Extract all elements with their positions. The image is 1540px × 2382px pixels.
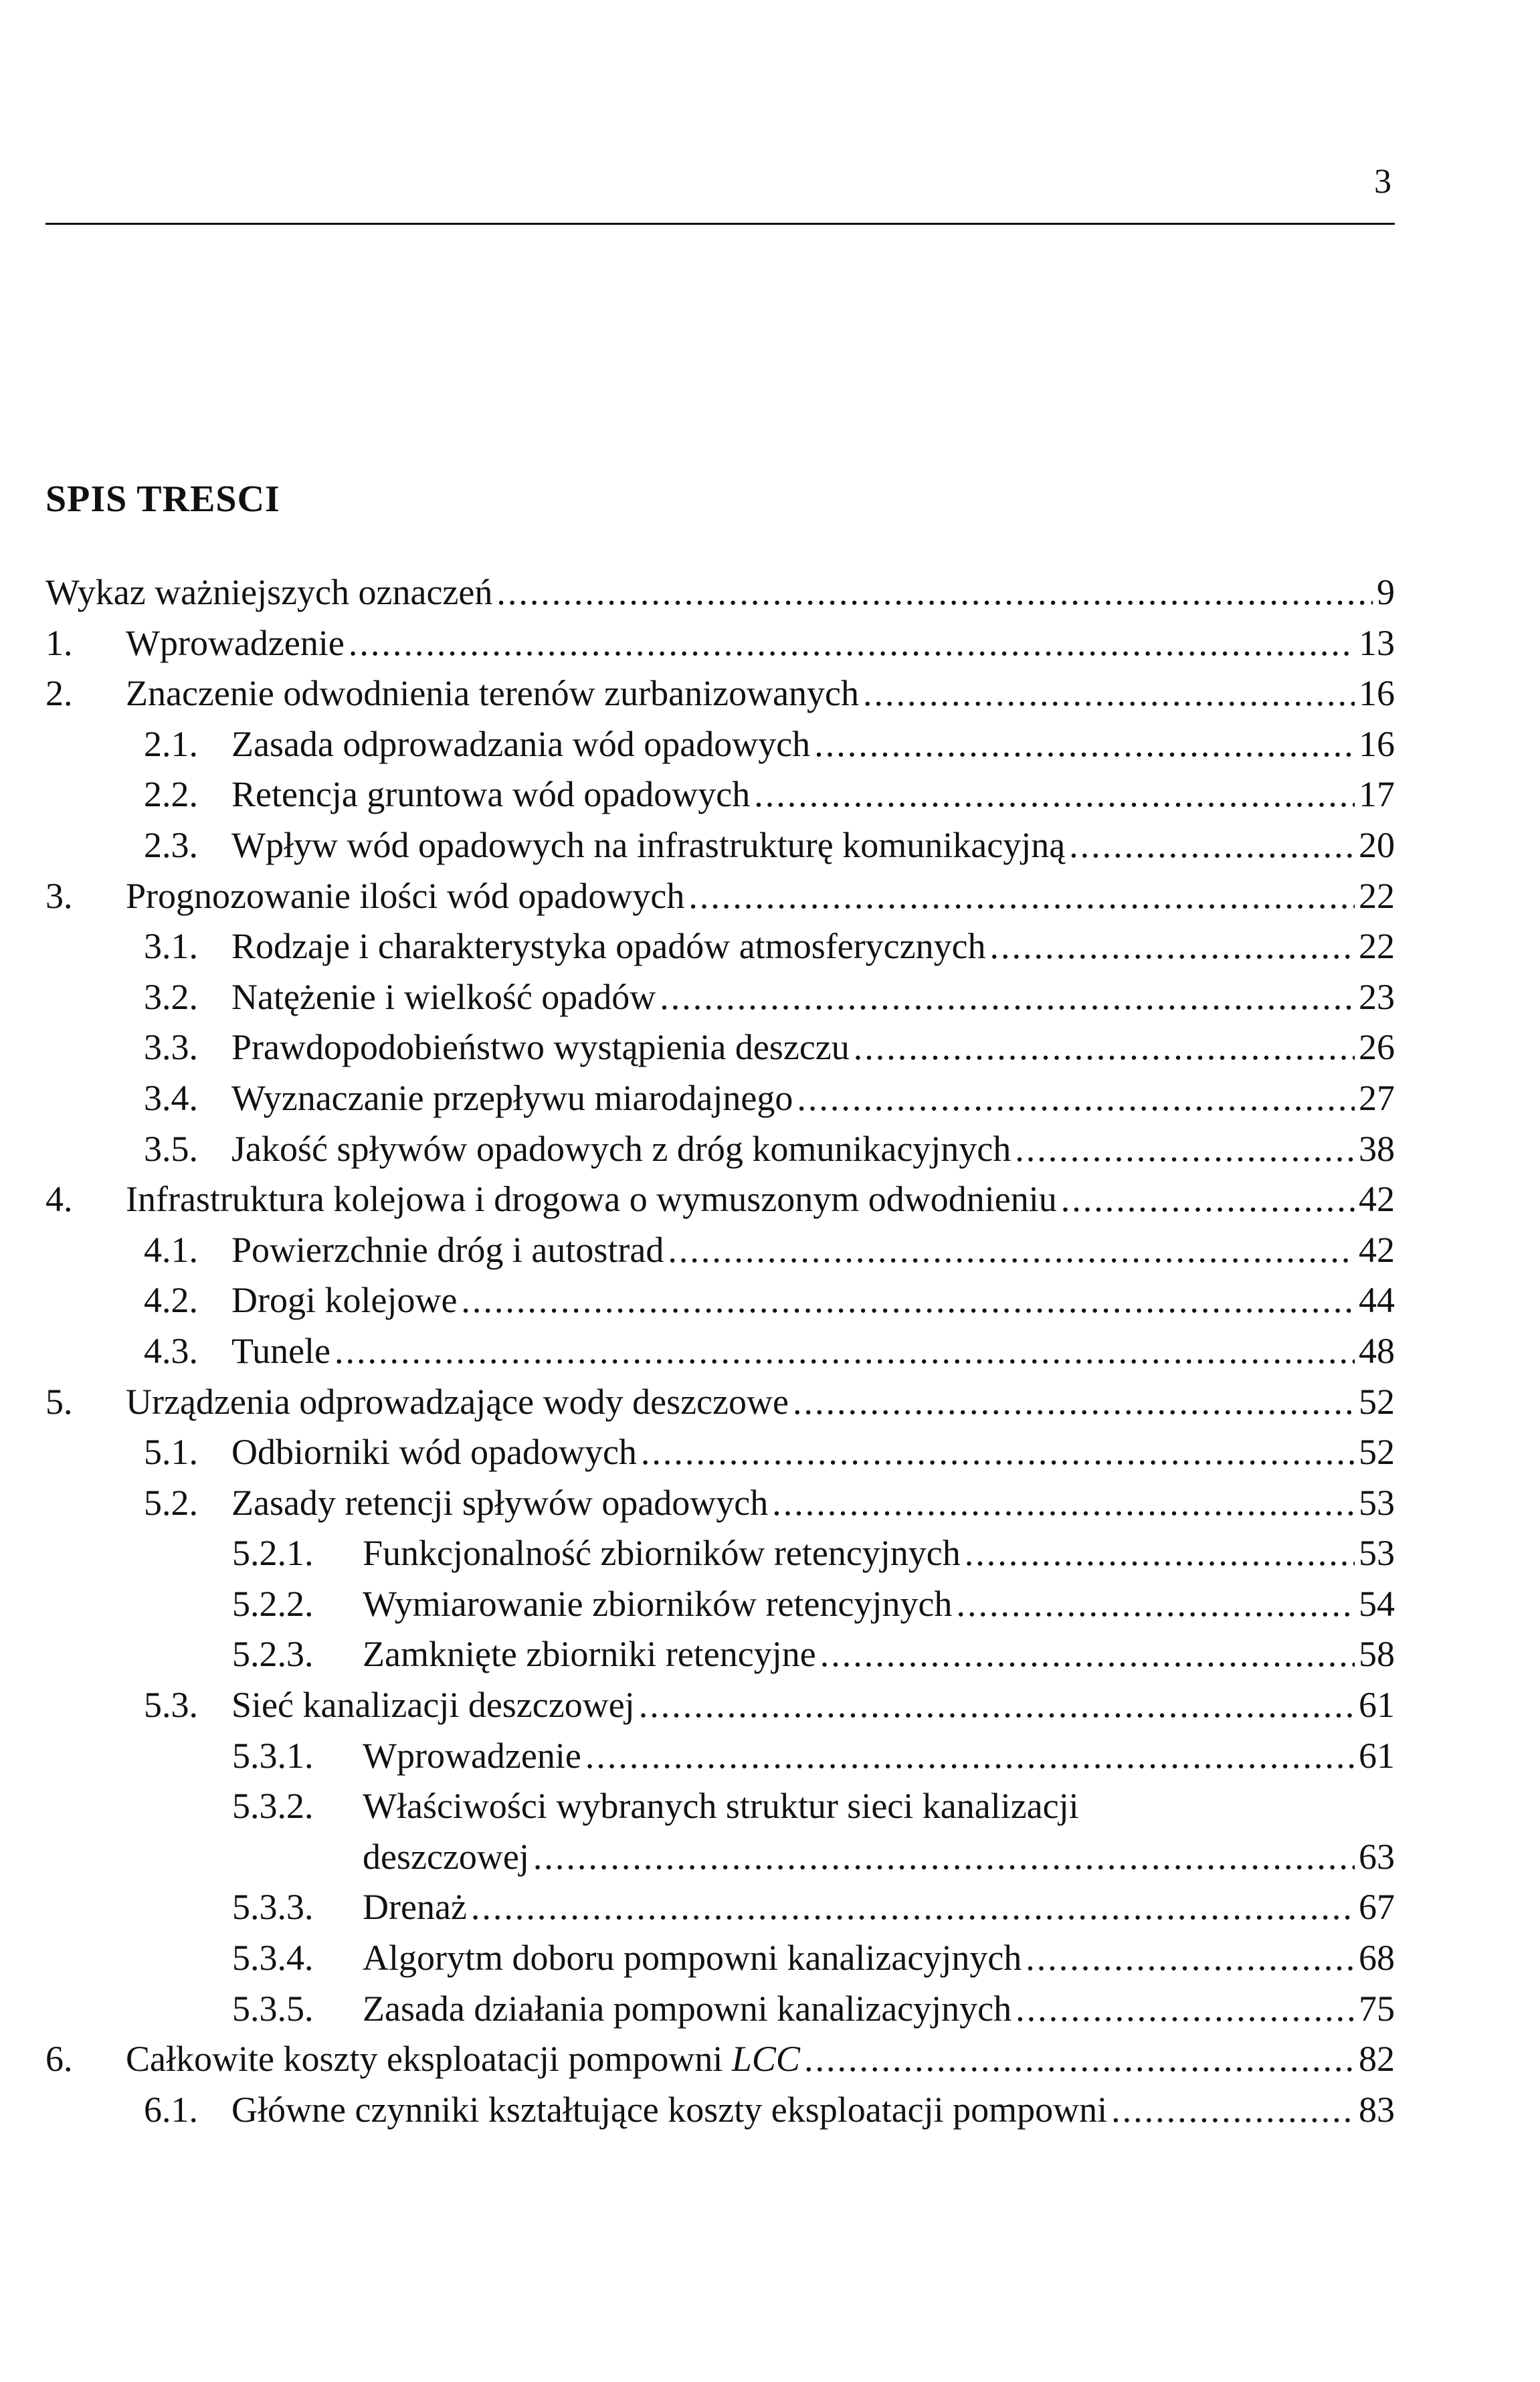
- toc-entry-number: 5.3.3.: [232, 1887, 314, 1928]
- toc-entry-title: Funkcjonalność zbiorników retencyjnych: [363, 1533, 961, 1574]
- toc-entry-title-line1: Właściwości wybranych struktur sieci kanalizacji: [363, 1786, 1079, 1827]
- leader-dots: [772, 1478, 1355, 1529]
- toc-entry-number: 5.3.5.: [232, 1988, 314, 2029]
- toc-entry-page: 42: [1359, 1229, 1395, 1270]
- toc-entry-number: 5.2.3.: [232, 1634, 314, 1675]
- toc-entry-number: 4.1.: [144, 1229, 198, 1270]
- toc-entry-title: Infrastruktura kolejowa i drogowa o wymuszonym odwodnieniu: [126, 1179, 1057, 1220]
- toc-entry-title: Wprowadzenie: [363, 1735, 581, 1776]
- leader-dots: [1061, 1174, 1355, 1225]
- toc-entry-page: 61: [1359, 1735, 1395, 1776]
- toc-entry-line: [126, 871, 1395, 922]
- toc-entry-line: [126, 618, 1395, 669]
- toc-entry-page: 52: [1359, 1432, 1395, 1473]
- toc-entry-title: Zasada odprowadzania wód opadowych: [231, 723, 811, 764]
- toc-entry-number: 1.: [45, 622, 73, 663]
- header-rule: [45, 223, 1395, 225]
- toc-entry[interactable]: [45, 1326, 1395, 1377]
- toc-entry-page: 27: [1359, 1077, 1395, 1118]
- toc-entry-line: [126, 2034, 1395, 2085]
- toc-entry-line: [45, 567, 1395, 618]
- toc-entry-line: [231, 1326, 1395, 1377]
- toc-entry-line: [231, 1225, 1395, 1276]
- toc-entry-number: 3.3.: [144, 1027, 198, 1068]
- toc-entry-title: Drogi kolejowe: [231, 1280, 458, 1321]
- toc-entry-title: Natężenie i wielkość opadów: [231, 976, 656, 1017]
- leader-dots: [461, 1275, 1355, 1326]
- toc-entry-title: Zasady retencji spływów opadowych: [231, 1482, 769, 1523]
- toc-entry-line: [363, 1579, 1395, 1630]
- toc-entry-line: [231, 921, 1395, 972]
- leader-dots: [1015, 1124, 1355, 1175]
- toc-entry-line: [231, 719, 1395, 770]
- toc-entry-number: 4.2.: [144, 1280, 198, 1321]
- toc-entry-page: 42: [1359, 1179, 1395, 1220]
- toc-entry-page: 48: [1359, 1330, 1395, 1371]
- toc-entry-page: 53: [1359, 1482, 1395, 1523]
- toc-entry[interactable]: [45, 1073, 1395, 1124]
- toc-entry-number: 5.3.4.: [232, 1938, 314, 1979]
- toc-entry[interactable]: [45, 1731, 1395, 1782]
- toc-entry-title: Urządzenia odprowadzające wody deszczowe: [126, 1381, 789, 1422]
- leader-dots: [854, 1022, 1355, 1073]
- toc-entry[interactable]: [45, 2085, 1395, 2136]
- toc-entry-title: Zamknięte zbiorniki retencyjne: [363, 1634, 816, 1675]
- toc-entry-number: 5.: [45, 1381, 73, 1422]
- leader-dots: [965, 1528, 1355, 1579]
- toc-entry-number: 6.1.: [144, 2089, 198, 2130]
- toc-entry[interactable]: [45, 972, 1395, 1023]
- toc-entry-page: 38: [1359, 1128, 1395, 1169]
- toc-entry-title: Powierzchnie dróg i autostrad: [231, 1229, 664, 1270]
- toc-entry-title: Wprowadzenie: [126, 622, 345, 663]
- leader-dots: [1026, 1933, 1355, 1984]
- toc-entry-title: Algorytm doboru pompowni kanalizacyjnych: [363, 1938, 1022, 1979]
- toc-entry[interactable]: [45, 1984, 1395, 2035]
- toc-entry-line: [231, 1427, 1395, 1478]
- toc-entry-page: 63: [1359, 1836, 1395, 1877]
- toc-entry[interactable]: [45, 1225, 1395, 1276]
- leader-dots: [1016, 1984, 1355, 2035]
- toc-entry[interactable]: [45, 820, 1395, 871]
- toc-entry-number: 4.3.: [144, 1330, 198, 1371]
- toc-entry-number: 5.2.: [144, 1482, 198, 1523]
- toc-entry-title: Wymiarowanie zbiorników retencyjnych: [363, 1583, 953, 1624]
- toc-entry-line: [231, 769, 1395, 820]
- toc-entry-page: 75: [1359, 1988, 1395, 2029]
- toc-entry[interactable]: [45, 1377, 1395, 1428]
- toc-entry-title: Wykaz ważniejszych oznaczeń: [45, 572, 493, 612]
- toc-entry-line: [363, 1731, 1395, 1782]
- toc-entry-title: Prawdopodobieństwo wystąpienia deszczu: [231, 1027, 850, 1068]
- leader-dots: [804, 2034, 1355, 2085]
- toc-entry-title: Prognozowanie ilości wód opadowych: [126, 875, 685, 916]
- toc-entry-page: 9: [1377, 572, 1395, 612]
- toc-entry-line: [363, 1882, 1395, 1933]
- leader-dots: [585, 1731, 1355, 1782]
- leader-dots: [471, 1882, 1355, 1933]
- table-of-contents: [45, 567, 1395, 2135]
- toc-entry-title: Sieć kanalizacji deszczowej: [231, 1685, 635, 1726]
- toc-entry-page: 22: [1359, 926, 1395, 967]
- leader-dots: [349, 618, 1355, 669]
- toc-entry-line: [126, 1377, 1395, 1428]
- toc-entry-page: 44: [1359, 1280, 1395, 1321]
- leader-dots: [533, 1832, 1355, 1883]
- toc-entry[interactable]: [45, 921, 1395, 972]
- toc-entry-line: [231, 1124, 1395, 1175]
- toc-entry[interactable]: [45, 719, 1395, 770]
- toc-entry-line: [231, 820, 1395, 871]
- toc-entry-title: Całkowite koszty eksploatacji pompowni LCC: [126, 2039, 800, 2080]
- toc-entry-number: 3.5.: [144, 1128, 198, 1169]
- toc-entry-title: Tunele: [231, 1330, 331, 1371]
- toc-heading: SPIS TRESCI: [45, 478, 280, 520]
- toc-entry-line: [231, 1275, 1395, 1326]
- toc-entry-line: [126, 1174, 1395, 1225]
- toc-entry-title: deszczowej: [363, 1836, 529, 1877]
- toc-entry[interactable]: [45, 1781, 1395, 1882]
- toc-entry-title: Znaczenie odwodnienia terenów zurbanizowanych: [126, 673, 860, 714]
- toc-entry-line: [363, 1832, 1395, 1883]
- toc-entry[interactable]: [45, 1680, 1395, 1731]
- toc-entry-page: 58: [1359, 1634, 1395, 1675]
- toc-entry-page: 20: [1359, 824, 1395, 865]
- toc-entry-number: 3.1.: [144, 926, 198, 967]
- leader-dots: [660, 972, 1355, 1023]
- toc-entry-number: 2.2.: [144, 774, 198, 815]
- toc-entry-number: 2.1.: [144, 723, 198, 764]
- leader-dots: [863, 668, 1355, 719]
- toc-entry-line: [231, 2085, 1395, 2136]
- leader-dots: [1069, 820, 1355, 871]
- toc-entry-title: Retencja gruntowa wód opadowych: [231, 774, 751, 815]
- leader-dots: [990, 921, 1355, 972]
- leader-dots: [496, 567, 1373, 618]
- toc-entry-title: Wyznaczanie przepływu miarodajnego: [231, 1077, 793, 1118]
- toc-entry-line: [231, 972, 1395, 1023]
- toc-entry[interactable]: [45, 567, 1395, 618]
- leader-dots: [334, 1326, 1355, 1377]
- toc-entry[interactable]: [45, 769, 1395, 820]
- toc-entry-title: Drenaż: [363, 1887, 467, 1928]
- leader-dots: [688, 871, 1355, 922]
- toc-entry-page: 16: [1359, 673, 1395, 714]
- toc-entry-line: [231, 1073, 1395, 1124]
- toc-entry-line: [126, 668, 1395, 719]
- toc-entry[interactable]: [45, 1528, 1395, 1579]
- toc-entry-number: 5.3.2.: [232, 1786, 314, 1827]
- toc-entry-number: 3.: [45, 875, 73, 916]
- toc-entry-number: 5.2.1.: [232, 1533, 314, 1574]
- toc-entry-page: 82: [1359, 2039, 1395, 2080]
- leader-dots: [1111, 2085, 1355, 2136]
- toc-entry-page: 16: [1359, 723, 1395, 764]
- leader-dots: [814, 719, 1355, 770]
- toc-entry-page: 52: [1359, 1381, 1395, 1422]
- toc-entry-page: 17: [1359, 774, 1395, 815]
- toc-entry-page: 67: [1359, 1887, 1395, 1928]
- toc-entry-number: 5.1.: [144, 1432, 198, 1473]
- toc-entry[interactable]: [45, 1275, 1395, 1326]
- leader-dots: [668, 1225, 1355, 1276]
- toc-entry-number: 4.: [45, 1179, 73, 1220]
- toc-entry-line: [363, 1984, 1395, 2035]
- toc-entry[interactable]: [45, 1427, 1395, 1478]
- toc-entry-page: 61: [1359, 1685, 1395, 1726]
- toc-entry-line: [231, 1680, 1395, 1731]
- toc-entry-number: 6.: [45, 2039, 73, 2080]
- toc-entry-page: 68: [1359, 1938, 1395, 1979]
- leader-dots: [639, 1680, 1355, 1731]
- toc-entry-line: [363, 1629, 1395, 1680]
- toc-entry-title: Rodzaje i charakterystyka opadów atmosferycznych: [231, 926, 986, 967]
- toc-entry[interactable]: [45, 2034, 1395, 2085]
- toc-entry-number: 3.2.: [144, 976, 198, 1017]
- toc-entry[interactable]: [45, 1174, 1395, 1225]
- toc-entry-page: 54: [1359, 1583, 1395, 1624]
- toc-entry-page: 22: [1359, 875, 1395, 916]
- toc-entry[interactable]: [45, 1478, 1395, 1529]
- toc-entry[interactable]: [45, 1579, 1395, 1630]
- toc-entry-number: 5.2.2.: [232, 1583, 314, 1624]
- toc-entry-page: 23: [1359, 976, 1395, 1017]
- toc-entry-page: 53: [1359, 1533, 1395, 1574]
- toc-entry-title: Główne czynniki kształtujące koszty eksploatacji pompowni: [231, 2089, 1108, 2130]
- toc-entry[interactable]: [45, 1882, 1395, 1933]
- leader-dots: [956, 1579, 1355, 1630]
- leader-dots: [754, 769, 1355, 820]
- toc-entry-number: 2.: [45, 673, 73, 714]
- toc-entry-page: 13: [1359, 622, 1395, 663]
- toc-entry-line: [231, 1022, 1395, 1073]
- toc-entry-title: Odbiorniki wód opadowych: [231, 1432, 637, 1473]
- toc-entry[interactable]: [45, 1124, 1395, 1175]
- toc-entry[interactable]: [45, 1933, 1395, 1984]
- leader-dots: [797, 1073, 1355, 1124]
- toc-entry-number: 5.3.: [144, 1685, 198, 1726]
- page-number: 3: [1374, 163, 1391, 201]
- leader-dots: [641, 1427, 1355, 1478]
- leader-dots: [793, 1377, 1355, 1428]
- toc-entry[interactable]: [45, 1022, 1395, 1073]
- toc-entry-title-italic: LCC: [731, 2039, 800, 2080]
- leader-dots: [820, 1629, 1355, 1680]
- toc-entry[interactable]: [45, 871, 1395, 922]
- toc-entry-number: 2.3.: [144, 824, 198, 865]
- toc-entry-line: [363, 1528, 1395, 1579]
- toc-entry[interactable]: [45, 668, 1395, 719]
- toc-entry-number: 5.3.1.: [232, 1735, 314, 1776]
- toc-entry-page: 83: [1359, 2089, 1395, 2130]
- toc-entry-line: [231, 1478, 1395, 1529]
- toc-entry-title: Zasada działania pompowni kanalizacyjnych: [363, 1988, 1012, 2029]
- toc-entry-title: Jakość spływów opadowych z dróg komunikacyjnych: [231, 1128, 1012, 1169]
- toc-entry[interactable]: [45, 1629, 1395, 1680]
- toc-entry-title: Wpływ wód opadowych na infrastrukturę komunikacyjną: [231, 824, 1066, 865]
- toc-entry-page: 26: [1359, 1027, 1395, 1068]
- toc-entry-number: 3.4.: [144, 1077, 198, 1118]
- toc-entry[interactable]: [45, 618, 1395, 669]
- toc-entry-line: [363, 1933, 1395, 1984]
